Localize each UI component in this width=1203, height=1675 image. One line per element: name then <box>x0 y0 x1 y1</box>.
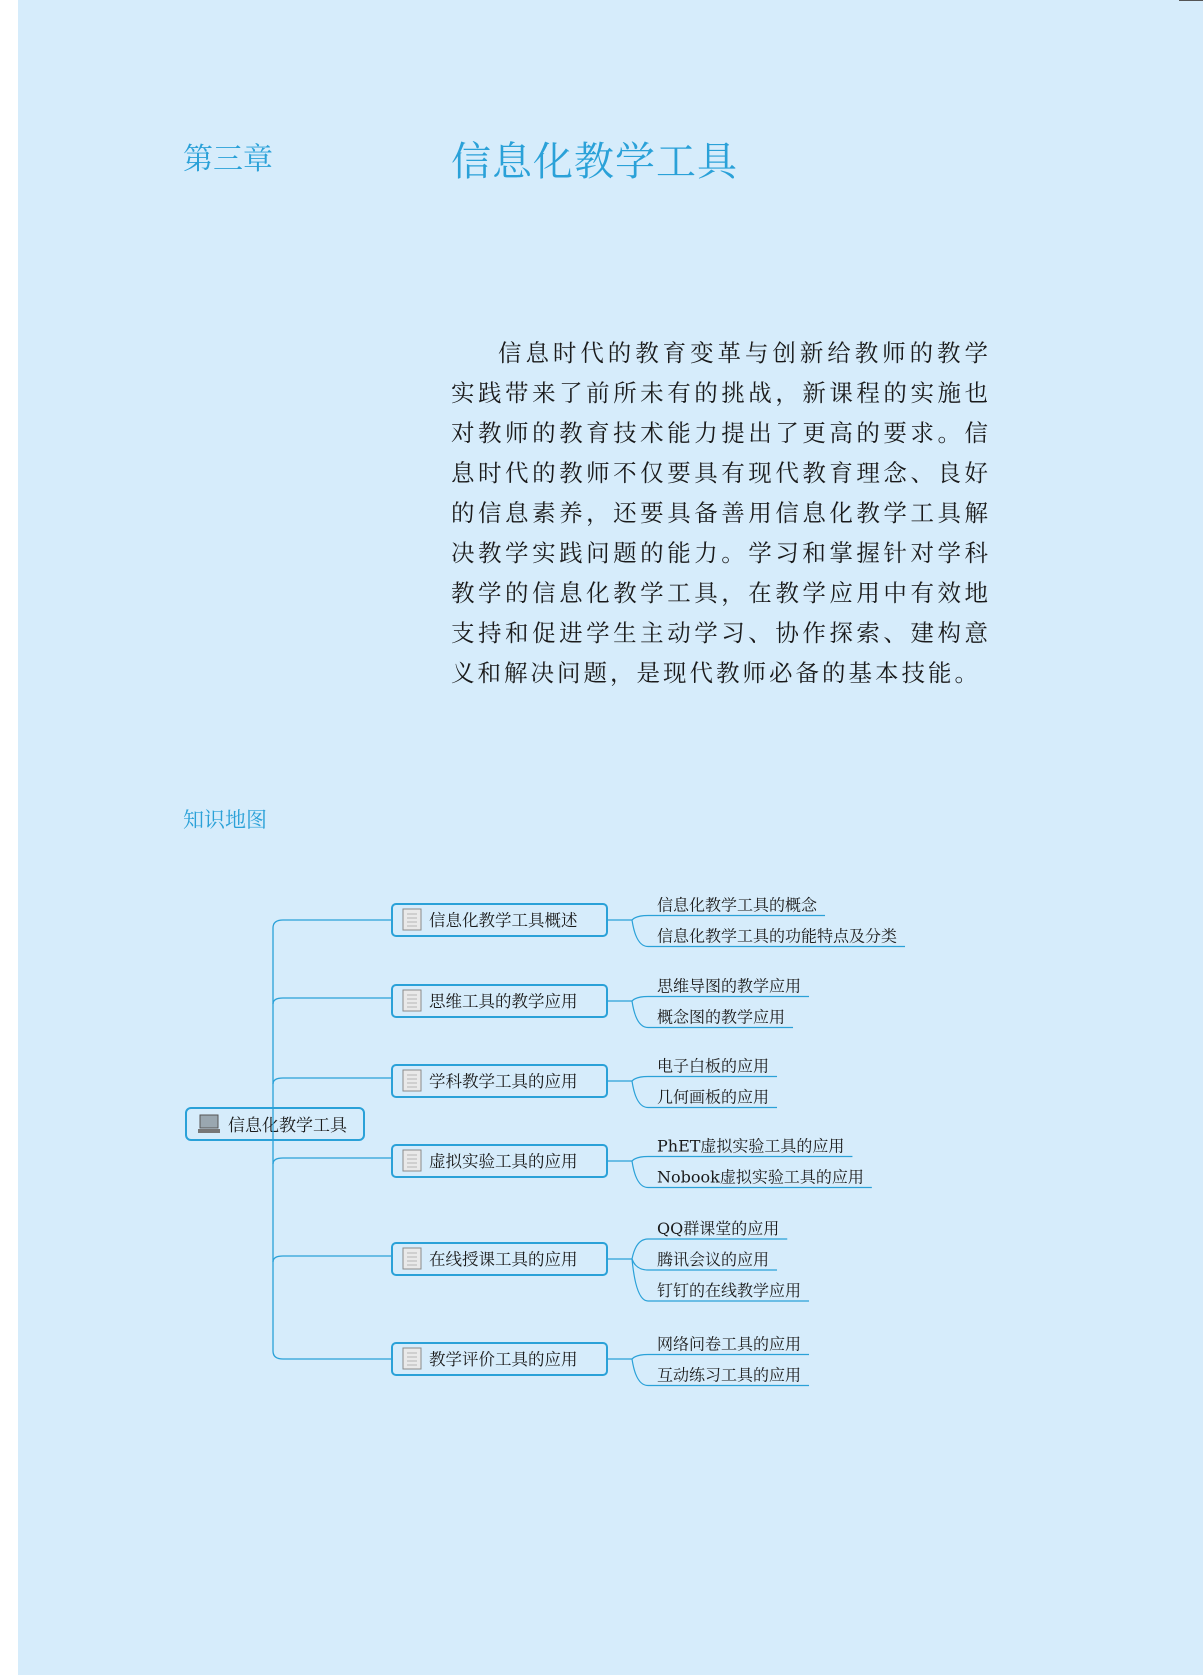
branch-connector <box>273 1256 392 1262</box>
leaf-label: 钉钉的在线教学应用 <box>657 1281 802 1300</box>
leaf-label: 腾讯会议的应用 <box>657 1250 770 1269</box>
branch-label: 信息化教学工具概述 <box>429 911 578 930</box>
leaf-connector <box>632 1077 777 1082</box>
laptop-icon <box>198 1115 220 1133</box>
leaf-label: 概念图的教学应用 <box>657 1007 786 1027</box>
leaf-label: 互动练习工具的应用 <box>657 1365 802 1385</box>
leaf-connector <box>632 1355 809 1360</box>
leaf-label: 信息化教学工具的概念 <box>657 895 818 915</box>
document-icon <box>403 1070 421 1091</box>
leaf-label: 思维导图的教学应用 <box>657 976 802 996</box>
chapter-label: 第三章 <box>183 142 273 177</box>
branch-label: 在线授课工具的应用 <box>429 1250 578 1269</box>
leaf-connector <box>632 997 809 1002</box>
chapter-title: 信息化教学工具 <box>451 139 738 185</box>
branch-connector <box>273 998 392 1004</box>
knowledge-map-heading: 知识地图 <box>183 808 267 832</box>
leaf-label: 电子白板的应用 <box>657 1056 770 1076</box>
document-icon <box>403 1348 421 1369</box>
branch-connector <box>273 1351 392 1359</box>
branch-label: 思维工具的教学应用 <box>429 992 578 1011</box>
leaf-label: 信息化教学工具的功能特点及分类 <box>657 926 898 946</box>
document-icon <box>403 909 421 930</box>
branch-connector <box>273 920 392 928</box>
intro-paragraph: 信息时代的教育变革与创新给教师的教学实践带来了前所未有的挑战，新课程的实施也对教师的教育技术能力提出了更高的要求。信息时代的教师不仅要具有现代教育理念、良好的信息素养，还要具备善用信息化教学工具解决教学实践问题的能力。学习和掌握针对学科教学的信息化教学工具，在教学应用中有效地支持和促进学生主动学习、协作探索、建构意义和解决问题，是现代教师必备的基本技能。 <box>451 339 991 687</box>
leaf-label: QQ群课堂的应用 <box>657 1219 780 1238</box>
leaf-connector <box>632 916 825 921</box>
branch-connector <box>273 1078 392 1084</box>
document-icon <box>403 1150 421 1171</box>
leaf-connector <box>632 1157 852 1162</box>
root-label: 信息化教学工具 <box>228 1116 347 1136</box>
branch-label: 学科教学工具的应用 <box>429 1072 578 1091</box>
branch-label: 教学评价工具的应用 <box>429 1350 578 1369</box>
document-icon <box>403 1248 421 1269</box>
branch-connector <box>273 1158 392 1164</box>
document-icon <box>403 990 421 1011</box>
branch-label: 虚拟实验工具的应用 <box>429 1152 578 1171</box>
leaf-label: 网络问卷工具的应用 <box>657 1334 802 1354</box>
leaf-label: PhET虚拟实验工具的应用 <box>657 1136 845 1156</box>
leaf-label: 几何画板的应用 <box>657 1087 770 1107</box>
leaf-label: Nobook虚拟实验工具的应用 <box>657 1167 864 1187</box>
